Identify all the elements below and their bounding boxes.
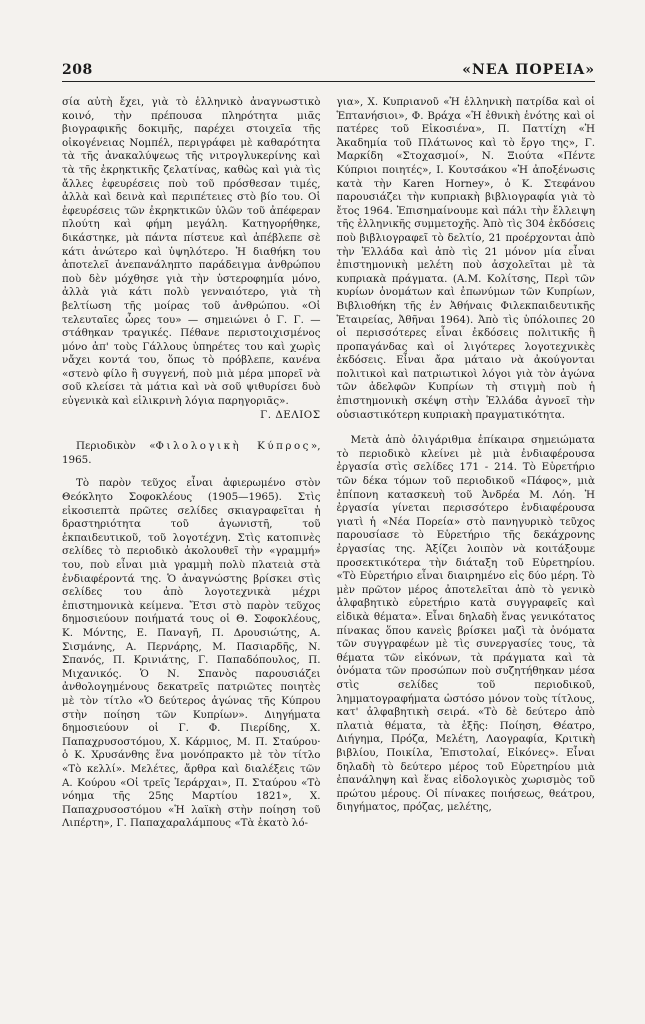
journal-title: Φιλολογικὴ Κύπρος [155,440,311,453]
right-column [337,96,596,831]
heading-prefix: Περιοδικὸν « [76,440,156,453]
review-signature: Γ. ΔΕΛΙΟΣ [260,408,321,421]
review-paragraph-index: Μετὰ ἀπὸ ὀλιγάριθμα ἐπίκαιρα σημειώματα τὸ περιοδικὸ κλείνει μὲ μιὰ ἐνδιαφέρουσα ἐργασία στὶς σελίδες 171 - 214. Τὸ Εὑρετήριο τῶν δέκα τόμων τοῦ περιοδικοῦ «Πάφος», μιὰ ἐπίπονη κατασκευὴ τοῦ Ἀνδρέα Μ. Λόη. Ἡ ἐργασία γίνεται περισσότερο ἐνδιαφέρουσα γιατὶ ἡ «Νέα Πορεία» στὸ πανηγυρικὸ τεῦχος παρουσίασε τὸ Εὑρετήριο τῆς δεκάχρονης ἐργασίας της. Ἀξίζει λοιπὸν νὰ κοιτάξουμε προσεκτικότερα τὴν διάταξη τοῦ Εὑρετηρίου. «Τὸ Εὑρετήριο εἶναι διαιρημένο εἰς δύο μέρη. Τὸ μὲν πρῶτον μέρος ἀποτελεῖται ἀπὸ τὸ γενικὸ ἀλφαβητικὸ εὑρετήριο κατὰ συγγραφεῖς καὶ εἰδικὰ θέματα». Εἶναι δηλαδὴ ἕνας γενικότατος πίνακας ὅπου κανεὶς βρίσκει μαζὶ τὰ ὀνόματα τῶν συγγραφέων μὲ τὶς συνεργασίες τους, τὰ θέματα τῶν εἰκόνων, τὰ πράγματα καὶ τὰ ὀνόματα τῶν προσώπων ποὺ συζητήθηκαν μέσα στὶς σελίδες τοῦ περιοδικοῦ, λημματογραφήματα ὡστόσο μόνον τοὺς τίτλους, κατ' ἀλφαβητικὴ σειρά. «Τὸ δὲ δεύτερο ἀπὸ πλατιὰ θέματα, τὰ ἑξῆς: Ποίηση, Θέατρο, Διήγημα, Πρόζα, Μελέτη, Λαογραφία, Κριτικὴ βιβλίου, Ποικίλα, Ἐπιστολαί, Εἰκόνες». Εἶναι δηλαδὴ τὸ δεύτερο μέρος τοῦ Εὑρετηρίου μιὰ ἐπανάληψη καὶ ἕνας εἰδολογικὸς χωρισμὸς τοῦ πρώτου μέρους. Οἱ πίνακες ποιήσεως, θεάτρου, διηγήματος, πρόζας, μελέτης, [336,434,595,814]
page-header [62,62,595,82]
review-paragraph-nobel: σία αὐτὴ ἔχει, γιὰ τὸ ἑλληνικὸ ἀναγνωστικὸ κοινό, τὴν πρέπουσα πληρότητα μιᾶς βιογραφικῆς δοκιμῆς, παρέχει στοιχεῖα τῆς οἰκογένειας Νομπέλ, περιγράφει μὲ καθαρότητα τὰ τῆς ἀνακαλύψεως τῆς νιτρογλυκερίνης καὶ τὰ τῆς ἐκρηκτικῆς ζελατίνας, καθὼς καὶ γιὰ τὶς ἄλλες ἐφευρέσεις ποὺ τοῦ πρόσθεσαν τιμές, ἀλλὰ καὶ δεινὰ καὶ περιπέτειες στὸ βίο του. Οἱ ἐφευρέσεις τῶν ἐκρηκτικῶν ὑλῶν τοῦ ἀπέφεραν πλούτη καὶ φήμη μεγάλη. Κατηγορήθηκε, δικάστηκε, μὰ πάντα πίστευε καὶ ἀπέβλεπε σὲ κάτι ἀνώτερο καὶ ὑψηλότερο. Ἡ διαθήκη του ἀποτελεῖ ἀνεπανάληπτο παράδειγμα ἀνθρώπου ποὺ δὲν μόχθησε γιὰ τὴν ὑστεροφημία μόνο, ἀλλὰ γιὰ κάτι πολὺ γενναιότερο, γιὰ τὴ βελτίωση τῆς μοίρας τοῦ ἀνθρώπου. «Οἱ τελευταῖες ὧρες του» — σημειώνει ὁ Γ. Γ. — στάθηκαν τραγικές. Πέθανε περιστοιχισμένος μόνο ἀπ' τοὺς Γάλλους ὑπηρέτες του καὶ χωρὶς νἄχει κοντά του, ὅπως τὸ πρόβλεπε, κανένα «στενὸ φίλο ἢ συγγενή, ποὺ μιὰ μέρα μπορεῖ νὰ σοῦ κλείσει τὰ μάτια καὶ νὰ σοῦ ψιθυρίσει δυὸ εὐγενικὰ καὶ εἰλικρινὴ λόγια παρηγοριᾶς». [62,96,321,408]
left-column [62,96,321,831]
text-columns [62,96,595,831]
review-paragraph-journal: Τὸ παρὸν τεῦχος εἶναι ἀφιερωμένο στὸν Θεόκλητο Σοφοκλέους (1905—1965). Στὶς εἰκοσιεπτὰ πρῶτες σελίδες σκιαγραφεῖται ἡ δραστηριότητα τοῦ ἀγωνιστῆ, τοῦ ἐκπαιδευτικοῦ, τοῦ λογοτέχνη. Στὶς κατοπινὲς σελίδες τὸ περιοδικὸ ἀκολουθεῖ τὴν «γραμμή» του, ποὺ εἶναι μιὰ γραμμὴ πολὺ πλατειὰ στὰ ἐνδιαφέροντά της. Ὁ ἀναγνώστης βρίσκει στὶς σελίδες του ἀπὸ λογοτεχνικὰ μέχρι ἐπιστημονικὰ κείμενα. Ἔτσι στὸ παρὸν τεῦχος δημοσιεύουν ποιήματά τους οἱ Θ. Σοφοκλέους, Κ. Μόντης, Ε. Παναγῆ, Π. Δρουσιώτης, Α. Σισμάνης, Α. Περνάρης, Μ. Πασιαρδῆς, Ν. Σπανός, Π. Κρινιάτης, Γ. Παπαδόπουλος, Π. Μιχανικός. Ὁ Ν. Σπανὸς παρουσιάζει ἀνθολογημένους δεκατρεῖς πατριῶτες ποιητὲς μὲ τὸν τίτλο «Ὁ δεύτερος ἀγώνας τῆς Κύπρου στὴν ποίηση τῶν Κυπρίων». Διηγήματα δημοσιεύουν οἱ Γ. Φ. Πιερίδης, Χ. Παπαχρυσοστόμου, Χ. Κάρμιος, Μ. Π. Σταύρου· ὁ Κ. Χρυσάνθης ἕνα μονόπρακτο μὲ τὸν τίτλο «Τὸ κελλί». Μελέτες, ἄρθρα καὶ διαλέξεις τῶν Α. Κούρου «Οἱ τρεῖς Ἰεράρχαι», Π. Σταύρου «Τὸ νόημα τῆς 25ης Μαρτίου 1821», Χ. Παπαχρυσοστόμου «Ἡ λαϊκὴ στὴν ποίηση τοῦ Λιπέρτη», Γ. Παπαχαραλάμπους «Τὰ ἑκατὸ λό- [62,477,321,830]
section-heading [62,440,321,467]
page-number: 208 [62,62,93,78]
heading-suffix: », 1965. [62,440,321,466]
review-paragraph-contributors: για», Χ. Κυπριανοῦ «Ἡ ἑλληνικὴ πατρίδα καὶ οἱ Ἑπτανήσιοι», Φ. Βράχα «Ἡ ἐθνικὴ ἑνότης καὶ οἱ πατέρες τοῦ Εἰκοσιένα», Π. Παττίχη «Ἡ Ἀκαδημία τοῦ Πλάτωνος καὶ τὸ ἔργο της», Γ. Μαρκίδη «Στοχασμοί», Ν. Ξιούτα «Πέντε Κύπριοι ποιητές», Ι. Κουτσάκου «Ἡ ἀποξένωσις κατὰ τὴν Karen Horney», ὁ Κ. Στεφάνου παρουσιάζει τὴν κυπριακὴ βιβλιογραφία γιὰ τὸ ἔτος 1964. Ἐπισημαίνουμε καὶ πάλι τὴν ἔλλειψη τῆς ἑλληνικῆς συμμετοχῆς. Ἀπὸ τὶς 304 ἐκδόσεις ποὺ βιβλιογραφεῖ τὸ δελτίο, 21 προέρχονται ἀπὸ τὴν Ἑλλάδα καὶ ἀπὸ τὶς 21 μόνον μία εἶναι ἐπιστημονικὴ μελέτη ποὺ ἀσχολεῖται μὲ τὰ κυπριακὰ πράγματα. (Α.Μ. Κολίτσης, Περὶ τῶν κυρίων ὀνομάτων καὶ ἐπωνύμων τῶν Κυπρίων, Βιβλιοθήκη τῆς ἐν Ἀθήναις Φιλεκπαιδευτικῆς Ἑταιρείας, Ἀθῆναι 1964). Ἀπὸ τὶς ὑπόλοιπες 20 οἱ περισσότερες εἶναι ἐκδόσεις πολιτικῆς ἢ προπαγάνδας καὶ οἱ λιγότερες λογοτεχνικὲς ἐκδόσεις. Εἶναι ἄρα μάταιο νὰ ἀκούγονται πολιτικοὶ καὶ πατριωτικοὶ λόγοι γιὰ τὸν ἀγώνα τῶν ἀδελφῶν Κυπρίων τὴ στιγμὴ ποὺ ἡ ἐπιστημονικὴ σκέψη στὴν Ἑλλάδα ἀγνοεῖ τὴν οὐσιαστικότερη κυπριακὴ πραγματικότητα. [336,96,595,421]
running-head: «ΝΕΑ ΠΟΡΕΙΑ» [462,62,595,78]
